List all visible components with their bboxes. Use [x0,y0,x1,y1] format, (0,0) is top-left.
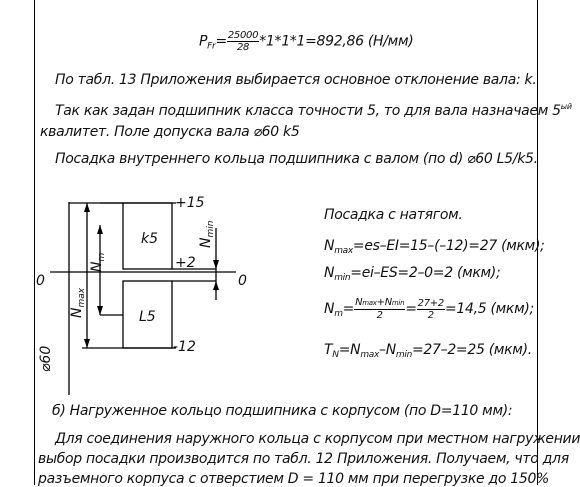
paragraph-6: Для соединения наружного кольца с корпусом при местном нагружении [55,431,580,447]
calc-title: Посадка с натягом. [324,207,463,223]
nm-fraction-1: $\frac{Nmax+Nmin}{2}$ [355,297,405,321]
label-bearing-l5: L5 [139,309,156,325]
paragraph-8: разъемного корпуса с отверстием D = 110 мм при перегрузке до 150% [38,471,550,487]
label-lower-dev: +2 [175,255,196,271]
label-bearing-low: -12 [173,339,196,355]
formula-fraction: $\frac{25000}{28}$ [227,30,259,53]
label-diameter: ⌀60 [38,345,54,372]
paragraph-5: б) Нагруженное кольцо подшипника с корпусом (по D=110 мм): [52,403,513,419]
label-zero-left: 0 [36,273,45,289]
label-nmax: $N_{max}$ [69,287,87,318]
label-zero-right: 0 [238,273,247,289]
paragraph-3: квалитет. Поле допуска вала ⌀60 k5 [40,124,300,140]
label-nmin: $N_{min}$ [198,220,216,248]
formula-pfr: $P_{Fr}=$ $\frac{25000}{28}$ *1*1*1=892,86 (Н/мм) [199,30,414,53]
label-shaft-k5: k5 [141,231,159,247]
calc-nmin: $N_{min}=ei-ES=2-0=2$ (мкм); [324,265,501,283]
calc-nm: $N_m=$ $\frac{Nmax+Nmin}{2}$ = $\frac{27+2}{2}$ =14,5 (мкм); [324,297,534,321]
paragraph-4: Посадка внутреннего кольца подшипника с валом (по d) ⌀60 L5/k5. [55,151,538,167]
label-upper-dev: +15 [175,195,205,211]
label-nm: $N_m$ [89,252,107,272]
nm-fraction-2: $\frac{27+2}{2}$ [417,297,444,321]
calc-tn: $T_N=N_{max}-N_{min}=27-2=25$ (мкм). [324,342,532,360]
calc-nmax: $N_{max}=es-EI=15-(-12)=27$ (мкм); [324,238,545,256]
paragraph-2: Так как задан подшипник класса точности 5, то для вала назначаем $5^{ый}$ [55,102,572,119]
paragraph-7: выбор посадки производится по табл. 12 Приложения. Получаем, что для [38,451,569,467]
paragraph-1: По табл. 13 Приложения выбирается основное отклонение вала: k. [55,72,537,88]
